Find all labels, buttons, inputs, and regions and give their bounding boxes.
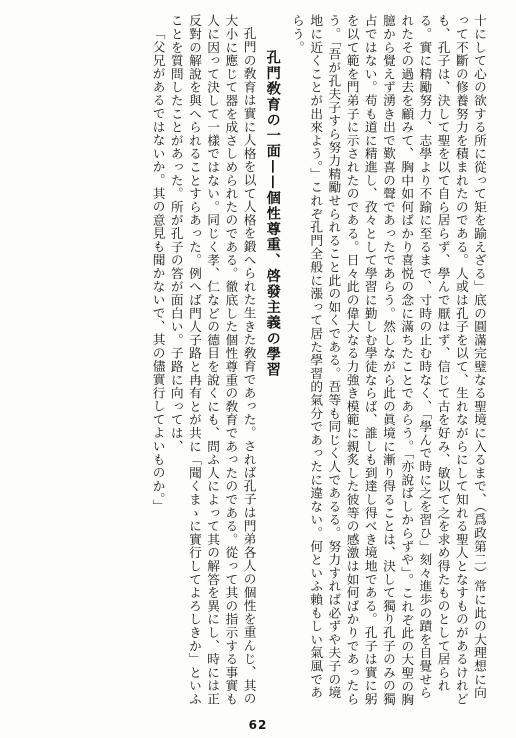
section-heading: 孔門敎育の一面——個性尊重、啓發主義の學習	[264, 49, 281, 378]
body-paragraph: 孔門の敎育は實に人格を以て人格を鍛へられた生きた敎育であった。されば孔子は門弟各人の個性を重んじ、其の大小に應じて器を成さしめられたのである。徹底した個性尊重の敎育であったのである。從って其の指示する事實も人に因って決して一樣ではない。同じく孝、仁などの德目を說くにも、問ふ人によって其の解答を異にし、時には正反對の解說を與へられることすらあった。例へば門人子路と冉有とが共に「聞くまゝに實行してよろしきか」といふことを質問したことがあった。所が孔子の答が面白い。子路に向っては、	[168, 14, 257, 706]
vertical-text-body	[26, 14, 488, 708]
quoted-paragraph: 「父兄があるではないか。其の意見も聞かないで、其の儘實行してよいものか。」	[150, 26, 166, 513]
page-number: 62	[248, 718, 268, 732]
body-paragraph: 十にして心の欲する所に從って矩を踰えざる」底の圓滿完璧なる聖境に入るまで、（爲政第二）常に此の大理想に向って不斷の修養努力を積まれたのである。人或は孔子を以て、生れながらにして知れる聖人となすものがあるけれども、孔子は、決して聖を以て自ら居らず、學んで厭はず、信じて古を好み、敏以て之を求め得たものとして居られる。實に精勵努力、志學より不踰に至るまで、寸時の止む時なく、「學んで時に之を習ひ」刻々進歩の蹟を自覺せられたその過去を顧みて、胸中如何ばかり喜悦の念に滿ちたことであらう。「亦說ばしからずや」。これぞ此の大聖の胸臆から覺えず湧き出で歎喜の聲であったであらう。然しながら此の眞境に漸り得ることは、決して獨り孔子のみの獨占ではない。苟も道に精進し、孜々として學習に勤しむ學徒ならば、誰しも到達し得べき境地である。孔子は實に躬を以て範を門弟子に示されたのである。日々此の偉大なる力強き模範に親炙した彼等の感激は如何ばかりであったらう。「吾が孔夫子すら努力精勵せられること此の如くである。吾等も同じく人であるる。努力すれば必ずや夫子の境地に近くことが出來よう。」これぞ孔門全般に漲って居た學習的氣分であったに違ない。何といふ賴もしい氣風であらう。	[289, 14, 487, 707]
